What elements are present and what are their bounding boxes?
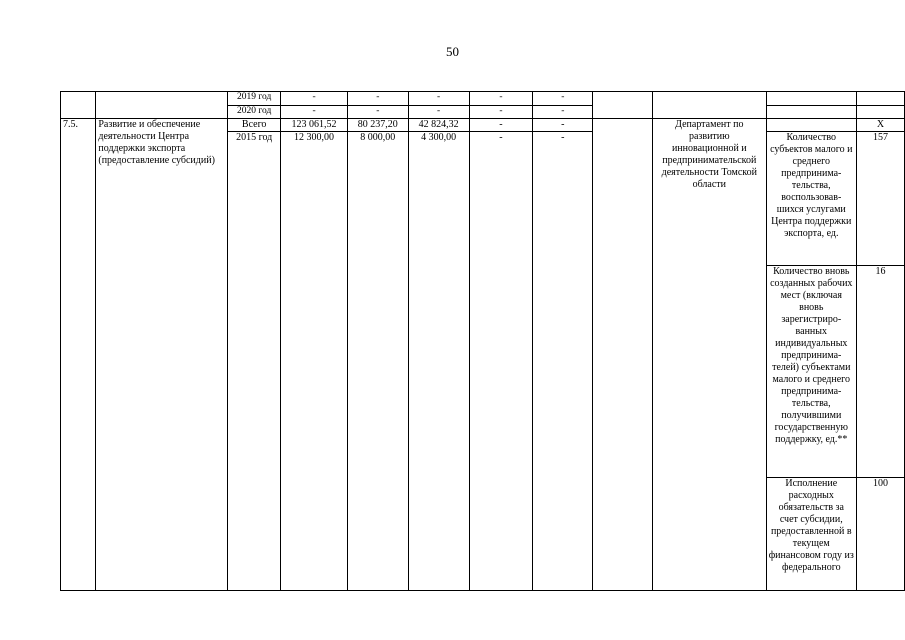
value-cell: -: [533, 92, 593, 106]
value-cell: -: [347, 106, 408, 119]
indicator-value: 100: [857, 478, 905, 591]
empty-cell: [766, 92, 857, 106]
value-cell: -: [281, 106, 348, 119]
value-cell: 12 300,00: [281, 132, 348, 591]
value-cell: -: [281, 92, 348, 106]
item-number: 7.5.: [61, 119, 96, 591]
value-cell: -: [469, 106, 533, 119]
indicator-text: Исполнение расходных обязательств за счет субсидии, предоставленной в текущем финансовом году из федерального: [766, 478, 857, 591]
value-cell: -: [408, 92, 469, 106]
program-table: [60, 91, 905, 591]
year-cell: Всего: [228, 119, 281, 132]
value-cell: -: [533, 119, 593, 132]
empty-cell: [593, 119, 653, 591]
empty-cell: [857, 92, 905, 106]
value-cell: -: [347, 92, 408, 106]
page-number: 50: [446, 44, 459, 59]
indicator-text: Количество вновь созданных рабочих мест (включая вновь зарегистриро-ванных индивидуальных предпринима-телей) субъектами малого и среднего предпринима-тельства, получившими государственную поддержку, ед.**: [766, 266, 857, 478]
year-cell: 2019 год: [228, 92, 281, 106]
value-cell: -: [533, 106, 593, 119]
value-cell: 80 237,20: [347, 119, 408, 132]
value-cell: 123 061,52: [281, 119, 348, 132]
value-cell: -: [533, 132, 593, 591]
empty-cell: [96, 92, 228, 119]
value-cell: -: [469, 92, 533, 106]
item-name: Развитие и обеспечение деятельности Центра поддержки экспорта (предоставление субсидий): [96, 119, 228, 591]
value-cell: -: [469, 119, 533, 132]
indicator-value: 16: [857, 266, 905, 478]
value-cell: 42 824,32: [408, 119, 469, 132]
year-cell: 2015 год: [228, 132, 281, 591]
value-cell: 4 300,00: [408, 132, 469, 591]
indicator-value: X: [857, 119, 905, 132]
empty-cell: [766, 119, 857, 132]
indicator-value: 157: [857, 132, 905, 266]
executor-cell: Департамент по развитию инновационной и предпринимательской деятельности Томской области: [653, 119, 766, 591]
value-cell: -: [408, 106, 469, 119]
value-cell: 8 000,00: [347, 132, 408, 591]
empty-cell: [857, 106, 905, 119]
empty-cell: [653, 92, 766, 119]
empty-cell: [766, 106, 857, 119]
table-row: [61, 119, 905, 132]
empty-cell: [61, 92, 96, 119]
empty-cell: [593, 92, 653, 119]
indicator-text: Количество субъектов малого и среднего предпринима-тельства, воспользовав-шихся услугами Центра поддержки экспорта, ед.: [766, 132, 857, 266]
value-cell: -: [469, 132, 533, 591]
year-cell: 2020 год: [228, 106, 281, 119]
table-row: [61, 92, 905, 106]
